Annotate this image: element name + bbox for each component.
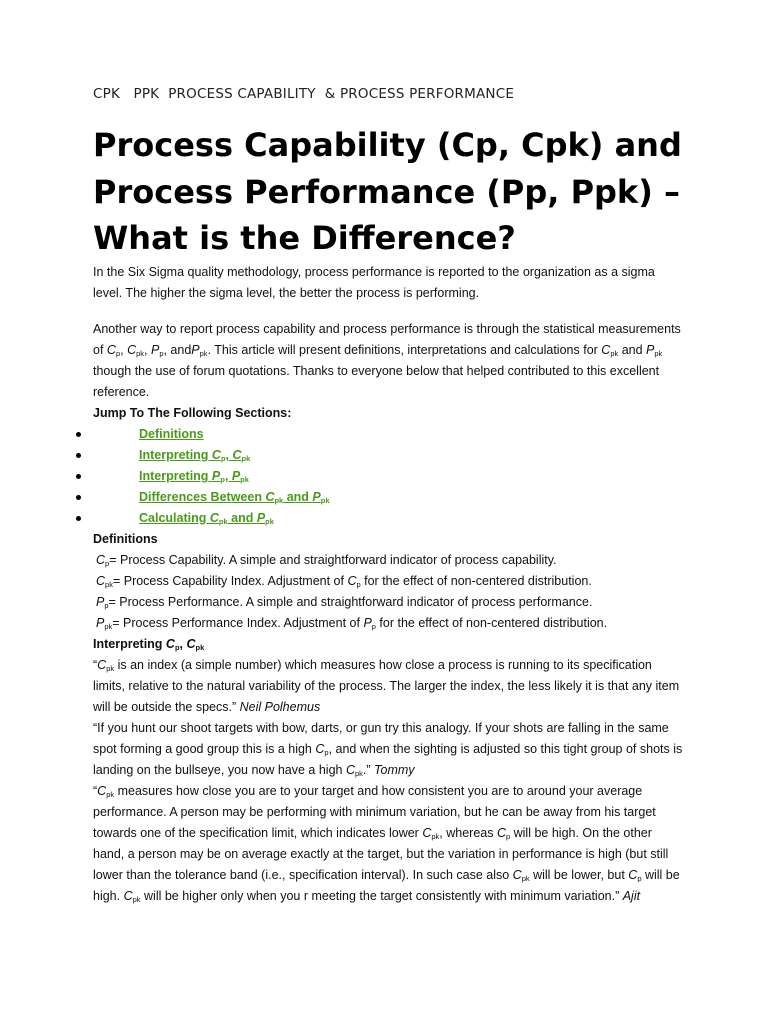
quote-text: will be higher only when you r meeting the target consistently with minimum variation.” bbox=[140, 889, 623, 903]
quote-neil-polhemus bbox=[93, 655, 683, 718]
subscript-p: p bbox=[505, 832, 511, 841]
subscript-pk: pk bbox=[195, 643, 205, 652]
definition-cp bbox=[93, 550, 683, 571]
subscript-p: p bbox=[104, 601, 109, 610]
subscript-pk: pk bbox=[106, 664, 115, 673]
quote-text: will be lower, but bbox=[529, 868, 629, 882]
quote-mark: “ bbox=[93, 658, 98, 672]
jump-link-differences[interactable] bbox=[139, 487, 330, 508]
list-item bbox=[93, 445, 683, 466]
intro-text: . This article will present definitions, interpretations and calculations for bbox=[207, 343, 602, 357]
symbol-p: P bbox=[211, 469, 221, 483]
symbol-c: C bbox=[211, 448, 221, 462]
quote-text: “If you hunt our shoot targets with bow, darts, or gun try this analogy. If your shots are falling in the same spot forming a good group this is a high bbox=[93, 721, 669, 756]
subscript-pk: pk bbox=[104, 622, 113, 631]
symbol-c: C bbox=[512, 868, 522, 882]
intro-text: Another way to report process capability and process performance is through the statistical measurements of bbox=[93, 322, 681, 357]
list-item bbox=[93, 508, 683, 529]
symbol-p: P bbox=[363, 616, 372, 630]
subscript-pk: pk bbox=[105, 580, 113, 589]
jump-link-interpreting-cp-cpk[interactable] bbox=[139, 445, 250, 466]
quote-text: .” bbox=[362, 763, 375, 777]
symbol-c: C bbox=[96, 553, 106, 567]
symbol-c: C bbox=[106, 343, 116, 357]
bullet-icon bbox=[76, 474, 81, 479]
subscript-pk: pk bbox=[355, 769, 363, 778]
heading-text: Interpreting bbox=[93, 637, 166, 651]
intro-paragraph-1: In the Six Sigma quality methodology, process performance is reported to the organization as a sigma level. The higher the sigma level, the better the process is performing. bbox=[93, 265, 655, 300]
subscript-pk: pk bbox=[199, 349, 208, 358]
separator: , bbox=[224, 469, 232, 483]
symbol-p: P bbox=[150, 343, 160, 357]
symbol-c: C bbox=[347, 574, 357, 588]
link-text: Interpreting bbox=[139, 469, 212, 483]
bullet-icon bbox=[76, 495, 81, 500]
bullet-icon bbox=[76, 453, 81, 458]
subscript-pk: pk bbox=[265, 517, 274, 526]
subscript-p: p bbox=[356, 580, 361, 589]
quote-author: Tommy bbox=[374, 763, 415, 777]
subscript-pk: pk bbox=[240, 475, 249, 484]
symbol-p: P bbox=[96, 595, 105, 609]
definitions-heading: Definitions bbox=[93, 532, 158, 546]
list-item bbox=[93, 424, 683, 445]
quote-author: Ajit bbox=[622, 889, 641, 903]
link-text: Interpreting bbox=[139, 448, 212, 462]
symbol-p: P bbox=[312, 490, 321, 504]
subscript-p: p bbox=[159, 349, 164, 358]
definition-text: = Process Capability Index. Adjustment of bbox=[112, 574, 348, 588]
subscript-pk: pk bbox=[274, 496, 284, 505]
subscript-pk: pk bbox=[610, 349, 619, 358]
symbol-c: C bbox=[345, 763, 355, 777]
separator: , bbox=[144, 343, 151, 357]
intro-text: though the use of forum quotations. Thanks to everyone below that helped contributed to this excellent reference. bbox=[93, 364, 660, 399]
subscript-p: p bbox=[115, 349, 121, 358]
subscript-p: p bbox=[220, 454, 226, 463]
separator: , bbox=[120, 343, 128, 357]
quote-tommy bbox=[93, 718, 683, 781]
symbol-c: C bbox=[186, 637, 196, 651]
subscript-p: p bbox=[637, 874, 642, 883]
article-body bbox=[93, 262, 683, 907]
symbol-p: P bbox=[256, 511, 266, 525]
symbol-c: C bbox=[123, 889, 133, 903]
symbol-c: C bbox=[422, 826, 432, 840]
subscript-pk: pk bbox=[654, 349, 663, 358]
subscript-pk: pk bbox=[218, 517, 228, 526]
subscript-pk: pk bbox=[106, 790, 115, 799]
bullet-icon bbox=[76, 516, 81, 521]
symbol-p: P bbox=[231, 469, 241, 483]
definition-pp bbox=[93, 592, 683, 613]
definition-text: for the effect of non-centered distribution. bbox=[360, 574, 592, 588]
list-item bbox=[93, 487, 683, 508]
subscript-p: p bbox=[174, 643, 180, 652]
symbol-c: C bbox=[97, 658, 107, 672]
subscript-pk: pk bbox=[320, 496, 330, 505]
quote-mark: “ bbox=[93, 784, 98, 798]
symbol-c: C bbox=[496, 826, 506, 840]
symbol-p: P bbox=[191, 343, 200, 357]
separator: , bbox=[225, 448, 233, 462]
quote-text: , and when the sighting is adjusted so this tight group of shots is landing on the bullseye, you now have a high bbox=[93, 742, 683, 777]
jump-section-list bbox=[93, 424, 683, 529]
jump-link-definitions[interactable]: Definitions bbox=[139, 427, 204, 441]
subscript-pk: pk bbox=[132, 895, 141, 904]
symbol-c: C bbox=[315, 742, 325, 756]
quote-author: Neil Polhemus bbox=[239, 700, 321, 714]
definition-ppk bbox=[93, 613, 683, 634]
jump-link-calculating[interactable] bbox=[139, 508, 274, 529]
symbol-c: C bbox=[232, 448, 242, 462]
subscript-pk: pk bbox=[241, 454, 251, 463]
definition-text: = Process Capability. A simple and straightforward indicator of process capability. bbox=[109, 553, 557, 567]
paragraph-gap bbox=[93, 304, 683, 319]
symbol-p: P bbox=[96, 616, 105, 630]
separator: , bbox=[179, 637, 187, 651]
subscript-pk: pk bbox=[431, 832, 440, 841]
subscript-p: p bbox=[220, 475, 225, 484]
symbol-c: C bbox=[265, 490, 275, 504]
page-title: Process Capability (Cp, Cpk) and Process Performance (Pp, Ppk) – What is the Difference? bbox=[93, 126, 682, 257]
jump-heading: Jump To The Following Sections: bbox=[93, 406, 292, 420]
bullet-icon bbox=[76, 432, 81, 437]
definition-text: for the effect of non-centered distribution. bbox=[375, 616, 608, 630]
subscript-p: p bbox=[324, 748, 329, 757]
jump-link-interpreting-pp-ppk[interactable] bbox=[139, 466, 249, 487]
quote-text: is an index (a simple number) which measures how close a process is running to its specification limits, relative to the natural variability of the process. The larger the index, the less likely it is that any item will be outside the specs.” bbox=[93, 658, 680, 714]
link-text: Calculating bbox=[139, 511, 210, 525]
definition-text: = Process Performance. A simple and straightforward indicator of process performance. bbox=[108, 595, 593, 609]
quote-text: measures how close you are to your target and how consistent you are to around your average performance. A person may be performing with minimum variation, but he can be away from his target towards one of the specification limit, which indicates lower bbox=[93, 784, 656, 840]
separator: and bbox=[618, 343, 647, 357]
intro-paragraph-2 bbox=[93, 319, 683, 403]
definition-text: = Process Performance Index. Adjustment of bbox=[112, 616, 364, 630]
quote-ajit bbox=[93, 781, 683, 907]
separator: and bbox=[227, 511, 257, 525]
symbol-c: C bbox=[601, 343, 611, 357]
link-text: Differences Between bbox=[139, 490, 266, 504]
quote-text: will be high. bbox=[93, 868, 680, 903]
document-kicker: CPK PPK PROCESS CAPABILITY & PROCESS PERFORMANCE bbox=[93, 86, 515, 102]
symbol-c: C bbox=[165, 637, 175, 651]
quote-text: , whereas bbox=[439, 826, 497, 840]
symbol-p: P bbox=[646, 343, 655, 357]
subscript-p: p bbox=[371, 622, 376, 631]
list-item bbox=[93, 466, 683, 487]
symbol-c: C bbox=[209, 511, 219, 525]
separator: , and bbox=[163, 343, 192, 357]
subscript-p: p bbox=[105, 559, 110, 568]
symbol-c: C bbox=[96, 574, 106, 588]
interpreting-heading bbox=[93, 634, 683, 655]
subscript-pk: pk bbox=[521, 874, 530, 883]
definition-cpk bbox=[93, 571, 683, 592]
quote-text: will be high. On the other hand, a person may be on average exactly at the target, but the variation in performance is high (but still lower than the tolerance band (i.e., specification interval). In such case also bbox=[93, 826, 669, 882]
symbol-c: C bbox=[628, 868, 638, 882]
symbol-c: C bbox=[97, 784, 107, 798]
subscript-pk: pk bbox=[136, 349, 145, 358]
symbol-c: C bbox=[127, 343, 137, 357]
separator: and bbox=[283, 490, 313, 504]
